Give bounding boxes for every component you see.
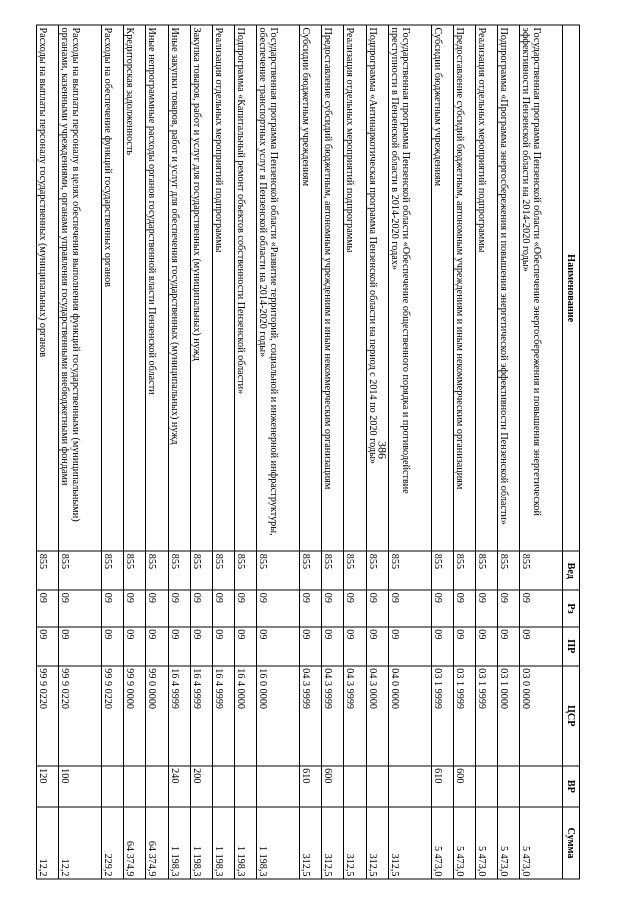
header-vr: ВР bbox=[563, 766, 580, 807]
cell-rz: 09 bbox=[168, 590, 190, 627]
cell-vr bbox=[475, 766, 497, 807]
table-row bbox=[431, 25, 453, 879]
cell-ved: 855 bbox=[146, 551, 168, 590]
cell-ved: 855 bbox=[300, 551, 322, 590]
table-row bbox=[388, 25, 431, 879]
cell-sum: 5 473,0 bbox=[520, 807, 563, 879]
cell-pr: 09 bbox=[453, 627, 475, 666]
cell-csr: 16 4 9999 bbox=[190, 666, 212, 766]
cell-ved: 855 bbox=[366, 551, 388, 590]
cell-csr: 99 9 0220 bbox=[59, 666, 102, 766]
table-row bbox=[344, 25, 366, 879]
cell-ved: 855 bbox=[498, 551, 520, 590]
cell-pr: 09 bbox=[101, 627, 123, 666]
table-row bbox=[168, 25, 190, 879]
table-row bbox=[124, 25, 146, 879]
cell-sum: 5 473,0 bbox=[475, 807, 497, 879]
cell-sum: 1 198,3 bbox=[257, 807, 300, 879]
cell-ved: 855 bbox=[59, 551, 102, 590]
cell-ved: 855 bbox=[168, 551, 190, 590]
cell-pr: 09 bbox=[168, 627, 190, 666]
cell-csr: 99 0 0000 bbox=[146, 666, 168, 766]
header-csr: ЦСР bbox=[563, 666, 580, 766]
cell-ved: 855 bbox=[431, 551, 453, 590]
table-row bbox=[213, 25, 235, 879]
cell-name: Подпрограмма «Капитальный ремонт объектов собственности Пензенской области» bbox=[235, 25, 257, 551]
cell-name: Реализация отдельных мероприятий подпрограммы bbox=[344, 25, 366, 551]
table-body bbox=[37, 25, 563, 879]
cell-rz: 09 bbox=[146, 590, 168, 627]
cell-ved: 855 bbox=[453, 551, 475, 590]
header-rz: Рз bbox=[563, 590, 580, 627]
cell-ved: 855 bbox=[235, 551, 257, 590]
cell-vr bbox=[498, 766, 520, 807]
table-row bbox=[235, 25, 257, 879]
cell-ved: 855 bbox=[101, 551, 123, 590]
cell-pr: 09 bbox=[366, 627, 388, 666]
cell-name: Предоставление субсидий бюджетным, автономным учреждениям и иным некоммерческим организациям bbox=[453, 25, 475, 551]
table-row bbox=[300, 25, 322, 879]
cell-rz: 09 bbox=[101, 590, 123, 627]
header-name: Наименование bbox=[563, 25, 580, 551]
cell-name: Расходы на выплаты персоналу государственных (муниципальных) органов bbox=[37, 25, 59, 551]
cell-sum: 312,5 bbox=[388, 807, 431, 879]
cell-vr bbox=[388, 766, 431, 807]
cell-vr: 610 bbox=[300, 766, 322, 807]
budget-table bbox=[36, 25, 580, 880]
cell-csr: 99 9 0000 bbox=[124, 666, 146, 766]
table-row bbox=[257, 25, 300, 879]
header-pr: ПР bbox=[563, 627, 580, 666]
cell-csr: 99 9 0220 bbox=[101, 666, 123, 766]
cell-csr: 03 1 9999 bbox=[431, 666, 453, 766]
cell-pr: 09 bbox=[37, 627, 59, 666]
cell-csr: 04 3 9999 bbox=[344, 666, 366, 766]
cell-rz: 09 bbox=[300, 590, 322, 627]
cell-name: Кредиторская задолженность bbox=[124, 25, 146, 551]
cell-name: Предоставление субсидий бюджетным, автономным учреждениям и иным некоммерческим организациям bbox=[322, 25, 344, 551]
cell-name: Государственная программа Пензенской области «Развитие территорий, социальной и инженерной инфраструктуры, обеспечение транспортных услуг в Пензенской области на 2014-2020 годы» bbox=[257, 25, 300, 551]
cell-name: Субсидии бюджетным учреждениям bbox=[300, 25, 322, 551]
cell-rz: 09 bbox=[190, 590, 212, 627]
cell-name: Иные непрограммные расходы органов государственной власти Пензенской области bbox=[146, 25, 168, 551]
cell-vr bbox=[146, 766, 168, 807]
cell-pr: 09 bbox=[520, 627, 563, 666]
cell-sum: 229,2 bbox=[101, 807, 123, 879]
table-row bbox=[498, 25, 520, 879]
table-row bbox=[366, 25, 388, 879]
cell-csr: 99 9 0220 bbox=[37, 666, 59, 766]
cell-sum: 1 198,3 bbox=[190, 807, 212, 879]
budget-table-container bbox=[36, 25, 580, 880]
cell-rz: 09 bbox=[235, 590, 257, 627]
cell-pr: 09 bbox=[257, 627, 300, 666]
table-row bbox=[37, 25, 59, 879]
cell-pr: 09 bbox=[475, 627, 497, 666]
cell-pr: 09 bbox=[235, 627, 257, 666]
cell-vr: 240 bbox=[168, 766, 190, 807]
table-row bbox=[59, 25, 102, 879]
cell-vr bbox=[213, 766, 235, 807]
table-header-row bbox=[563, 25, 580, 879]
cell-sum: 64 374,9 bbox=[124, 807, 146, 879]
cell-name: Подпрограмма «Программа энергосбережения и повышения энергетической эффективности Пензенской области» bbox=[498, 25, 520, 551]
cell-pr: 09 bbox=[190, 627, 212, 666]
table-row bbox=[190, 25, 212, 879]
cell-rz: 09 bbox=[366, 590, 388, 627]
cell-pr: 09 bbox=[431, 627, 453, 666]
cell-rz: 09 bbox=[257, 590, 300, 627]
header-ved: Вед bbox=[563, 551, 580, 590]
cell-ved: 855 bbox=[190, 551, 212, 590]
cell-sum: 312,5 bbox=[322, 807, 344, 879]
cell-pr: 09 bbox=[124, 627, 146, 666]
cell-vr: 610 bbox=[431, 766, 453, 807]
page-number: 386 bbox=[375, 441, 390, 459]
cell-vr bbox=[235, 766, 257, 807]
cell-ved: 855 bbox=[322, 551, 344, 590]
cell-ved: 855 bbox=[520, 551, 563, 590]
cell-rz: 09 bbox=[498, 590, 520, 627]
cell-vr bbox=[344, 766, 366, 807]
cell-csr: 03 1 0000 bbox=[498, 666, 520, 766]
cell-sum: 5 473,0 bbox=[453, 807, 475, 879]
cell-sum: 312,5 bbox=[300, 807, 322, 879]
cell-sum: 312,5 bbox=[366, 807, 388, 879]
cell-name: Подпрограмма «Антинаркотическая программа Пензенской области на период с 2014 по 2020 годы» bbox=[366, 25, 388, 551]
cell-vr: 120 bbox=[37, 766, 59, 807]
cell-csr: 03 1 9999 bbox=[475, 666, 497, 766]
cell-ved: 855 bbox=[388, 551, 431, 590]
cell-csr: 04 0 0000 bbox=[388, 666, 431, 766]
cell-csr: 16 0 0000 bbox=[257, 666, 300, 766]
table-row bbox=[475, 25, 497, 879]
cell-csr: 16 4 9999 bbox=[213, 666, 235, 766]
cell-name: Государственная программа Пензенской области «Обеспечение общественного порядка и противодействие преступности в Пензенской области в 2014-2020 годах» bbox=[388, 25, 431, 551]
cell-ved: 855 bbox=[124, 551, 146, 590]
table-row bbox=[520, 25, 563, 879]
cell-ved: 855 bbox=[344, 551, 366, 590]
cell-csr: 04 3 9999 bbox=[300, 666, 322, 766]
cell-csr: 03 1 9999 bbox=[453, 666, 475, 766]
cell-pr: 09 bbox=[498, 627, 520, 666]
cell-csr: 16 4 0000 bbox=[235, 666, 257, 766]
cell-vr bbox=[520, 766, 563, 807]
cell-pr: 09 bbox=[322, 627, 344, 666]
cell-ved: 855 bbox=[475, 551, 497, 590]
cell-rz: 09 bbox=[520, 590, 563, 627]
cell-sum: 1 198,3 bbox=[168, 807, 190, 879]
cell-name: Иные закупки товаров, работ и услуг для обеспечения государственных (муниципальных) нужд bbox=[168, 25, 190, 551]
cell-rz: 09 bbox=[475, 590, 497, 627]
cell-sum: 312,5 bbox=[344, 807, 366, 879]
cell-rz: 09 bbox=[124, 590, 146, 627]
cell-rz: 09 bbox=[344, 590, 366, 627]
cell-vr bbox=[366, 766, 388, 807]
cell-vr: 200 bbox=[190, 766, 212, 807]
table-row bbox=[146, 25, 168, 879]
cell-name: Субсидии бюджетным учреждениям bbox=[431, 25, 453, 551]
table-row bbox=[101, 25, 123, 879]
cell-sum: 1 198,3 bbox=[235, 807, 257, 879]
cell-name: Расходы на выплаты персоналу в целях обеспечения выполнения функций государственными (муниципальными) органами, казенными учреждениями, органами управления государственными внебюджетными фондами bbox=[59, 25, 102, 551]
cell-name: Реализация отдельных мероприятий подпрограммы bbox=[213, 25, 235, 551]
cell-ved: 855 bbox=[37, 551, 59, 590]
cell-vr bbox=[257, 766, 300, 807]
cell-rz: 09 bbox=[453, 590, 475, 627]
cell-pr: 09 bbox=[300, 627, 322, 666]
cell-name: Реализация отдельных мероприятий подпрограммы bbox=[475, 25, 497, 551]
table-row bbox=[322, 25, 344, 879]
cell-rz: 09 bbox=[37, 590, 59, 627]
cell-pr: 09 bbox=[213, 627, 235, 666]
cell-pr: 09 bbox=[388, 627, 431, 666]
cell-name: Государственная программа Пензенской области «Обеспечение энергосбережения и повышения энергетической эффективности Пензенской области на 2014-2020 годы» bbox=[520, 25, 563, 551]
cell-rz: 09 bbox=[59, 590, 102, 627]
cell-sum: 64 374,9 bbox=[146, 807, 168, 879]
cell-ved: 855 bbox=[257, 551, 300, 590]
cell-csr: 16 4 9999 bbox=[168, 666, 190, 766]
cell-vr: 600 bbox=[322, 766, 344, 807]
table-row bbox=[453, 25, 475, 879]
cell-rz: 09 bbox=[431, 590, 453, 627]
cell-csr: 04 3 0000 bbox=[366, 666, 388, 766]
cell-name: Расходы на обеспечение функций государственных органов bbox=[101, 25, 123, 551]
cell-sum: 5 473,0 bbox=[431, 807, 453, 879]
cell-vr: 600 bbox=[453, 766, 475, 807]
header-sum: Сумма bbox=[563, 807, 580, 879]
cell-csr: 04 3 9999 bbox=[322, 666, 344, 766]
cell-vr bbox=[124, 766, 146, 807]
cell-vr: 100 bbox=[59, 766, 102, 807]
cell-rz: 09 bbox=[388, 590, 431, 627]
cell-sum: 1 198,3 bbox=[213, 807, 235, 879]
cell-sum: 12,2 bbox=[59, 807, 102, 879]
cell-sum: 12,2 bbox=[37, 807, 59, 879]
cell-pr: 09 bbox=[59, 627, 102, 666]
cell-ved: 855 bbox=[213, 551, 235, 590]
cell-csr: 03 0 0000 bbox=[520, 666, 563, 766]
cell-sum: 5 473,0 bbox=[498, 807, 520, 879]
cell-name: Закупка товаров, работ и услуг для государственных (муниципальных) нужд bbox=[190, 25, 212, 551]
cell-vr bbox=[101, 766, 123, 807]
cell-pr: 09 bbox=[146, 627, 168, 666]
cell-rz: 09 bbox=[213, 590, 235, 627]
cell-rz: 09 bbox=[322, 590, 344, 627]
cell-pr: 09 bbox=[344, 627, 366, 666]
